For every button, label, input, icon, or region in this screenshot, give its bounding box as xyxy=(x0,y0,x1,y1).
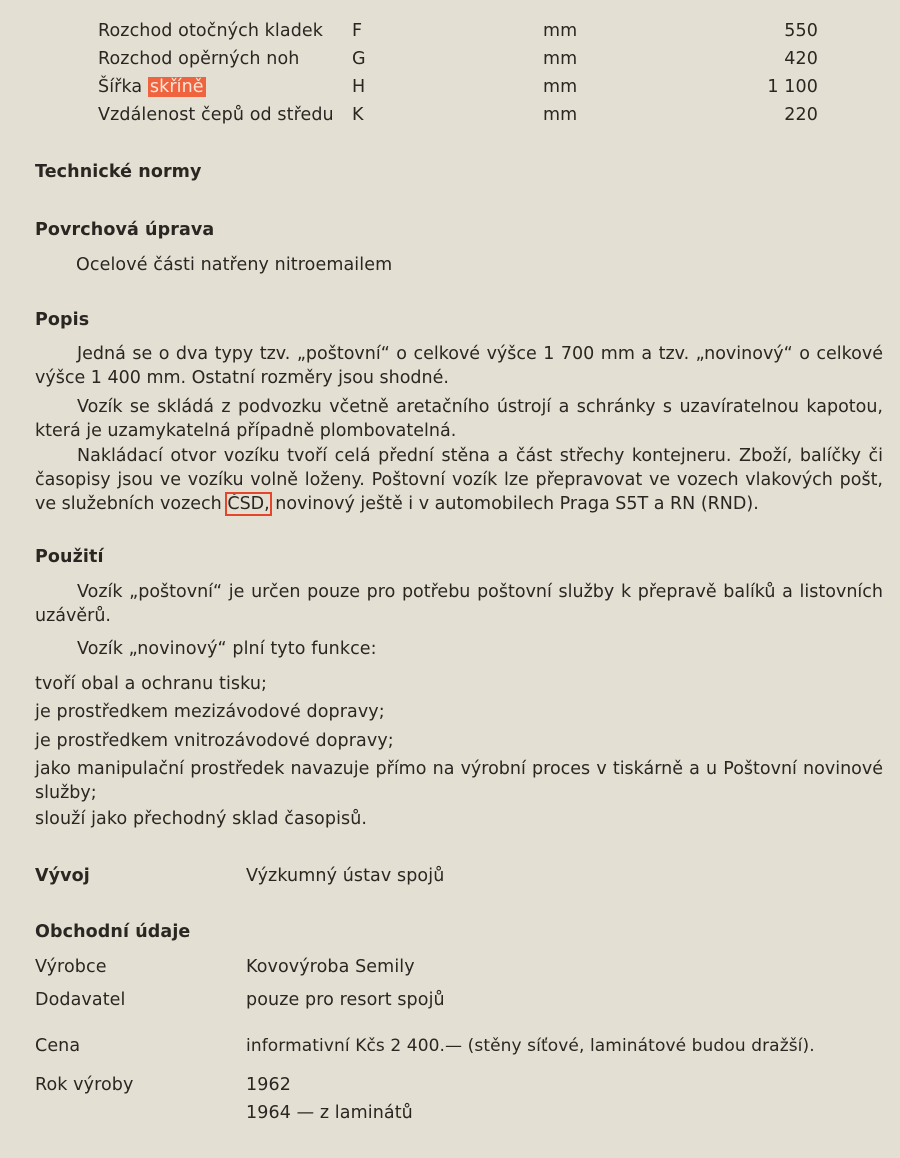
heading-obchodni-udaje: Obchodní údaje xyxy=(35,922,191,942)
popis-paragraph-2 xyxy=(35,395,883,443)
dim-row-1-value: 550 xyxy=(784,21,818,41)
highlight-skrine: skříně xyxy=(149,77,204,97)
popis-paragraph-3 xyxy=(35,444,883,516)
value-rok-vyroby-2: 1964 — z laminátů xyxy=(246,1103,413,1123)
dim-row-2-value: 420 xyxy=(784,49,818,69)
heading-technicke-normy: Technické normy xyxy=(35,162,202,182)
value-vyrobce: Kovovýroba Semily xyxy=(246,957,415,977)
dim-row-4-code: K xyxy=(352,105,364,125)
popis-paragraph-1 xyxy=(35,342,883,390)
dim-row-1-unit: mm xyxy=(543,21,578,41)
dim-row-4-unit: mm xyxy=(543,105,578,125)
dim-row-3-unit: mm xyxy=(543,77,578,97)
dim-row-3-name-text: Šířka xyxy=(98,77,148,97)
list-item: slouží jako přechodný sklad časopisů. xyxy=(35,809,368,829)
label-vyvoj: Vývoj xyxy=(35,866,90,886)
heading-popis: Popis xyxy=(35,310,90,330)
dim-row-1-name: Rozchod otočných kladek xyxy=(98,21,324,41)
popis-paragraph-3-text-b: novinový ještě i v automobilech Praga S5T a RN (RND). xyxy=(269,494,759,514)
popis-paragraph-1-text: Jedná se o dva typy tzv. „poštovní“ o celkové výšce 1 700 mm a tzv. „novinový“ o celkové výšce 1 400 mm. Ostatní rozměry jsou shodné. xyxy=(35,344,883,388)
dim-row-3-code: H xyxy=(352,77,366,97)
dim-row-4-value: 220 xyxy=(784,105,818,125)
label-vyrobce: Výrobce xyxy=(35,957,107,977)
dim-row-1-code: F xyxy=(352,21,363,41)
dim-row-2-code: G xyxy=(352,49,366,69)
povrchova-uprava-text: Ocelové části natřeny nitroemailem xyxy=(76,255,393,275)
value-vyvoj: Výzkumný ústav spojů xyxy=(246,866,445,886)
pouziti-paragraph-2: Vozík „novinový“ plní tyto funkce: xyxy=(77,639,377,659)
label-rok-vyroby: Rok výroby xyxy=(35,1075,134,1095)
highlight-csd: ČSD, xyxy=(227,494,270,514)
value-rok-vyroby-1: 1962 xyxy=(246,1075,291,1095)
dim-row-4-name: Vzdálenost čepů od středu xyxy=(98,105,334,125)
value-cena: informativní Kčs 2 400.— (stěny síťové, laminátové budou dražší). xyxy=(246,1036,815,1056)
pouziti-paragraph-1 xyxy=(35,580,883,628)
pouziti-paragraph-1-text: Vozík „poštovní“ je určen pouze pro potřebu poštovní služby k přepravě balíků a listovních uzávěrů. xyxy=(35,582,883,626)
dim-row-2-name: Rozchod opěrných noh xyxy=(98,49,300,69)
heading-povrchova-uprava: Povrchová úprava xyxy=(35,220,215,240)
label-cena: Cena xyxy=(35,1036,81,1056)
list-item: je prostředkem vnitrozávodové dopravy; xyxy=(35,731,394,751)
popis-paragraph-3-text-a: Nakládací otvor vozíku tvoří celá přední stěna a část střechy kontejneru. Zboží, balíčky či časopisy jsou ve vozíku volně loženy. Poštovní vozík lze přepravovat ve vozech vlakových pošt, ve služebních vozech xyxy=(35,446,883,514)
dim-row-3-value: 1 100 xyxy=(767,77,818,97)
label-dodavatel: Dodavatel xyxy=(35,990,126,1010)
heading-pouziti: Použití xyxy=(35,547,104,567)
popis-paragraph-2-text: Vozík se skládá z podvozku včetně aretačního ústrojí a schránky s uzavíratelnou kapotou, která je uzamykatelná případně plombovatelná. xyxy=(35,397,883,441)
list-item: jako manipulační prostředek navazuje přímo na výrobní proces v tiskárně a u Poštovní novinové služby; xyxy=(35,759,883,803)
dim-row-2-unit: mm xyxy=(543,49,578,69)
value-dodavatel: pouze pro resort spojů xyxy=(246,990,445,1010)
list-item: tvoří obal a ochranu tisku; xyxy=(35,674,268,694)
list-item: je prostředkem mezizávodové dopravy; xyxy=(35,702,385,722)
dim-row-3-name xyxy=(98,75,206,99)
